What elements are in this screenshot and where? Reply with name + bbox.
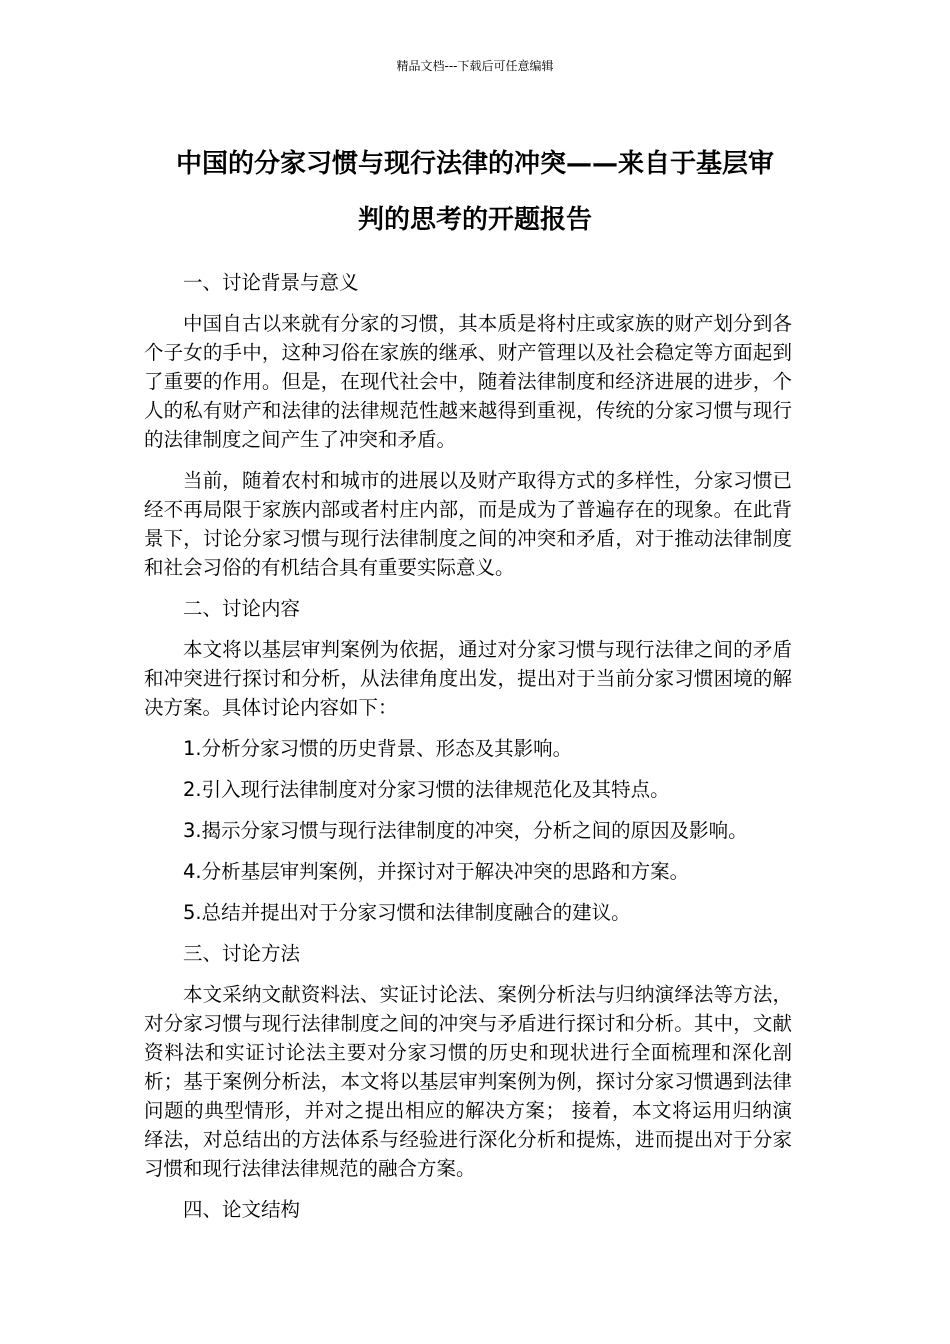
paragraph: 当前，随着农村和城市的进展以及财产取得方式的多样性，分家习惯已经不再局限于家族内部或者村庄内部，而是成为了普遍存在的现象。在此背景下，讨论分家习惯与现行法律制度之间的冲突和矛盾，对于推动法律制度和社会习俗的有机结合具有重要实际意义。 (144, 469, 792, 579)
list-item: 3.揭示分家习惯与现行法律制度的冲突，分析之间的原因及影响。 (183, 819, 748, 842)
list-item: 5.总结并提出对于分家习惯和法律制度融合的建议。 (183, 901, 631, 924)
title-line-2: 判的思考的开题报告 (357, 205, 592, 235)
document-title (130, 136, 820, 248)
section-heading-content: 二、讨论内容 (183, 597, 301, 620)
paragraph: 本文将以基层审判案例为依据，通过对分家习惯与现行法律之间的矛盾和冲突进行探讨和分析，从法律角度出发，提出对于当前分家习惯困境的解决方案。具体讨论内容如下： (144, 638, 792, 719)
section-heading-structure: 四、论文结构 (183, 1198, 301, 1221)
list-item: 2.引入现行法律制度对分家习惯的法律规范化及其特点。 (183, 778, 670, 801)
page-header-note: 精品文档---下载后可任意编辑 (396, 59, 554, 73)
paragraph: 中国自古以来就有分家的习惯，其本质是将村庄或家族的财产划分到各个子女的手中，这种习俗在家族的继承、财产管理以及社会稳定等方面起到了重要的作用。但是，在现代社会中，随着法律制度和经济进展的进步，个人的私有财产和法律的法律规范性越来越得到重视，传统的分家习惯与现行的法律制度之间产生了冲突和矛盾。 (144, 312, 792, 451)
paragraph: 本文采纳文献资料法、实证讨论法、案例分析法与归纳演绎法等方法，对分家习惯与现行法律制度之间的冲突与矛盾进行探讨和分析。其中，文献资料法和实证讨论法主要对分家习惯的历史和现状进行全面梳理和深化剖析；基于案例分析法，本文将以基层审判案例为例，探讨分家习惯遇到法律问题的典型情形，并对之提出相应的解决方案； 接着，本文将运用归纳演绎法，对总结出的方法体系与经验进行深化分析和提炼，进而提出对于分家习惯和现行法律法律规范的融合方案。 (144, 983, 792, 1180)
document-body (144, 268, 792, 1236)
section-heading-background: 一、讨论背景与意义 (183, 271, 359, 294)
title-line-1: 中国的分家习惯与现行法律的冲突——来自于基层审 (175, 149, 774, 179)
list-item: 4.分析基层审判案例，并探讨对于解决冲突的思路和方案。 (183, 860, 690, 883)
section-heading-method: 三、讨论方法 (183, 942, 301, 965)
list-item: 1.分析分家习惯的历史背景、形态及其影响。 (183, 737, 573, 760)
